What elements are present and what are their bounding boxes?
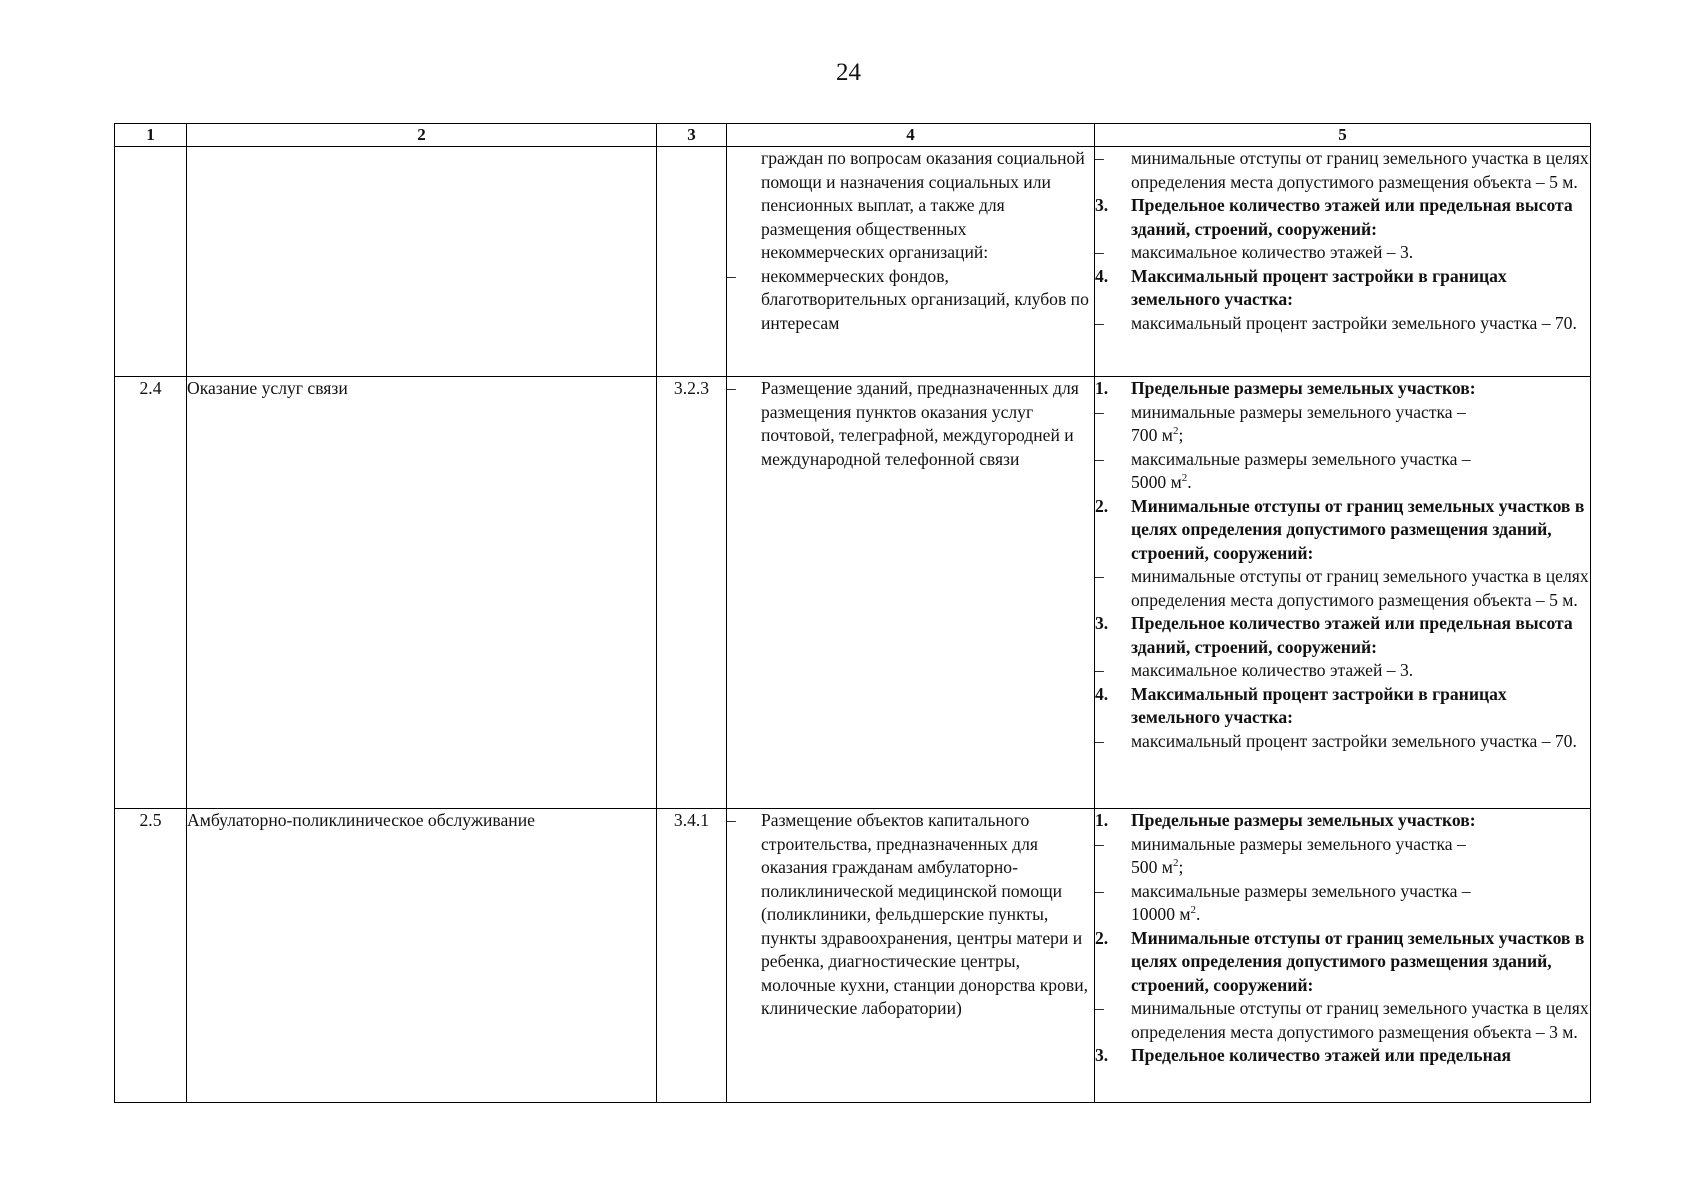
superscript: 2 (1172, 425, 1179, 438)
parameter-text: максимальный процент застройки земельного участка – 70. (1131, 312, 1577, 333)
parameter-text: минимальные отступы от границ земельного участка в целях определения места допустимого размещения объекта – 5 м. (1131, 148, 1589, 192)
page-number: 24 (836, 59, 861, 86)
dash-marker: – (1095, 880, 1104, 901)
use-code-cell: 3.4.1 (657, 809, 727, 1103)
parameter-heading (1095, 612, 1590, 659)
parameter-text-block (1131, 997, 1590, 1044)
parameter-text: Предельные размеры земельных участков: (1131, 810, 1476, 830)
dash-marker: – (1095, 833, 1104, 854)
description-item (727, 265, 1094, 336)
area-value: 10000 м (1131, 904, 1191, 924)
punctuation: ; (1178, 857, 1184, 877)
description-text: некоммерческих фондов, благотворительных организаций, клубов по интересам (761, 265, 1089, 333)
dash-marker: – (1095, 148, 1104, 168)
area-value: 500 м (1131, 857, 1173, 877)
parameter-text-block (1131, 1044, 1590, 1068)
parameter-heading (1095, 1044, 1590, 1068)
use-code-cell: 3.2.3 (657, 377, 727, 809)
parameter-text: Предельные размеры земельных участков: (1131, 378, 1476, 398)
parameter-item (1095, 312, 1590, 336)
parameter-text: Минимальные отступы от границ земельных участков в целях определения допустимого размещения зданий, строений, сооружений: (1131, 495, 1585, 563)
description-text: Размещение объектов капитального строительства, предназначенных для оказания гражданам амбулаторно-поликлинической медицинской помощи (поликлиники, фельдшерские пункты, пункты здравоохранения, центры матери и ребенка, диагностические центры, молочные кухни, станции донорства крови, клинические лаборатории) (761, 810, 1089, 1018)
table-body (115, 147, 1591, 1103)
use-description-cell (727, 377, 1095, 809)
item-number: 4. (1095, 265, 1109, 286)
row-number-cell: 2.5 (115, 809, 187, 1103)
table-header-row (115, 124, 1591, 147)
parameter-text-block (1131, 565, 1590, 612)
parameter-text: максимальные размеры земельного участка – (1131, 880, 1471, 901)
area-value: 700 м (1131, 425, 1173, 445)
superscript: 2 (1190, 904, 1197, 917)
column-header-3: 3 (657, 124, 727, 147)
parameter-text-block (1131, 880, 1590, 927)
parameter-text: максимальное количество этажей – 3. (1131, 242, 1414, 262)
parameter-heading (1095, 495, 1590, 566)
use-description-cell (727, 809, 1095, 1103)
table-row (115, 809, 1591, 1103)
dash-marker: – (1095, 566, 1104, 586)
dash-marker: – (1095, 660, 1104, 680)
parameter-text-block (1131, 612, 1590, 659)
parameters-cell (1095, 147, 1591, 377)
punctuation: ; (1178, 425, 1184, 445)
dash-marker: – (1095, 448, 1104, 469)
dash-marker: – (727, 265, 736, 286)
item-number: 3. (1095, 195, 1109, 215)
parameter-text: Максимальный процент застройки в границах земельного участка: (1131, 683, 1507, 727)
description-text: Размещение зданий, предназначенных для размещения пунктов оказания услуг почтовой, телеграфной, междугородней и международной телефонной связи (761, 378, 1079, 469)
punctuation: . (1187, 472, 1192, 492)
item-number: 1. (1095, 810, 1109, 830)
parameter-heading (1095, 194, 1590, 241)
area-value: 5000 м (1131, 472, 1182, 492)
parameter-text: Максимальный процент застройки в границах земельного участка: (1131, 265, 1507, 309)
description-item (727, 147, 1094, 265)
item-number: 1. (1095, 378, 1109, 398)
dash-marker: – (1095, 401, 1104, 422)
row-number-cell: 2.4 (115, 377, 187, 809)
parameter-item (1095, 565, 1590, 612)
description-text: граждан по вопросам оказания социальной помощи и назначения социальных или пенсионных выплат, а также для размещения общественных некоммерческих организаций: (761, 148, 1085, 262)
parameters-cell (1095, 377, 1591, 809)
parameter-text-block (1131, 833, 1590, 880)
use-description-cell (727, 147, 1095, 377)
row-number-cell (115, 147, 187, 377)
parameter-item (1095, 659, 1590, 683)
use-name-cell (187, 147, 657, 377)
parameter-text-block (1131, 683, 1590, 730)
parameter-item (1095, 448, 1590, 495)
column-header-2: 2 (187, 124, 657, 147)
parameter-item (1095, 997, 1590, 1044)
item-number: 4. (1095, 683, 1109, 704)
use-name-cell: Оказание услуг связи (187, 377, 657, 809)
parameter-text: Предельное количество этажей или предельная высота зданий, строений, сооружений: (1131, 195, 1573, 239)
dash-marker: – (1095, 730, 1104, 751)
dash-marker: – (727, 378, 736, 398)
description-item (727, 809, 1094, 1021)
item-number: 2. (1095, 927, 1109, 948)
parameter-heading (1095, 377, 1590, 401)
parameter-text: минимальные отступы от границ земельного участка в целях определения места допустимого размещения объекта – 5 м. (1131, 566, 1589, 610)
punctuation: . (1196, 904, 1201, 924)
column-header-5: 5 (1095, 124, 1591, 147)
parameter-text-block (1131, 730, 1590, 754)
use-name-cell: Амбулаторно-поликлиническое обслуживание (187, 809, 657, 1103)
column-header-4: 4 (727, 124, 1095, 147)
parameter-text-block (1131, 659, 1590, 683)
column-header-1: 1 (115, 124, 187, 147)
dash-marker: – (1095, 312, 1104, 333)
parameter-text-block (1131, 194, 1590, 241)
parameter-text: минимальные размеры земельного участка – (1131, 401, 1466, 422)
description-item (727, 377, 1094, 471)
dash-marker: – (1095, 998, 1104, 1018)
table-row (115, 147, 1591, 377)
parameter-item (1095, 833, 1590, 880)
parameter-text-block (1131, 312, 1590, 336)
parameter-text: минимальные размеры земельного участка – (1131, 833, 1466, 854)
parameter-text-block (1131, 448, 1590, 495)
regulations-table (114, 123, 1591, 1103)
parameter-text-block (1131, 495, 1590, 566)
parameter-item (1095, 241, 1590, 265)
item-number: 3. (1095, 1045, 1109, 1065)
parameter-heading (1095, 927, 1590, 998)
parameter-item (1095, 147, 1590, 194)
parameter-text-block (1131, 401, 1590, 448)
dash-marker: – (727, 810, 736, 830)
parameter-text: Предельное количество этажей или предельная высота зданий, строений, сооружений: (1131, 613, 1573, 657)
parameter-heading (1095, 683, 1590, 730)
parameter-text-block (1131, 241, 1590, 265)
parameter-text: Минимальные отступы от границ земельных участков в целях определения допустимого размещения зданий, строений, сооружений: (1131, 927, 1585, 995)
parameter-item (1095, 401, 1590, 448)
parameter-heading (1095, 809, 1590, 833)
parameter-text-block (1131, 809, 1590, 833)
item-number: 2. (1095, 495, 1109, 516)
parameter-text: максимальное количество этажей – 3. (1131, 660, 1414, 680)
parameter-heading (1095, 265, 1590, 312)
parameter-text-block (1131, 265, 1590, 312)
item-number: 3. (1095, 613, 1109, 633)
parameter-text: минимальные отступы от границ земельного участка в целях определения места допустимого размещения объекта – 3 м. (1131, 998, 1589, 1042)
parameter-text-block (1131, 147, 1590, 194)
parameter-text: Предельное количество этажей или предельная (1131, 1045, 1512, 1065)
superscript: 2 (1181, 472, 1188, 485)
parameters-cell (1095, 809, 1591, 1103)
parameter-text-block (1131, 377, 1590, 401)
parameter-text: максимальные размеры земельного участка – (1131, 448, 1471, 469)
superscript: 2 (1172, 857, 1179, 870)
table-row (115, 377, 1591, 809)
use-code-cell (657, 147, 727, 377)
parameter-item (1095, 880, 1590, 927)
parameter-item (1095, 730, 1590, 754)
dash-marker: – (1095, 242, 1104, 262)
parameter-text: максимальный процент застройки земельного участка – 70. (1131, 730, 1577, 751)
parameter-text-block (1131, 927, 1590, 998)
